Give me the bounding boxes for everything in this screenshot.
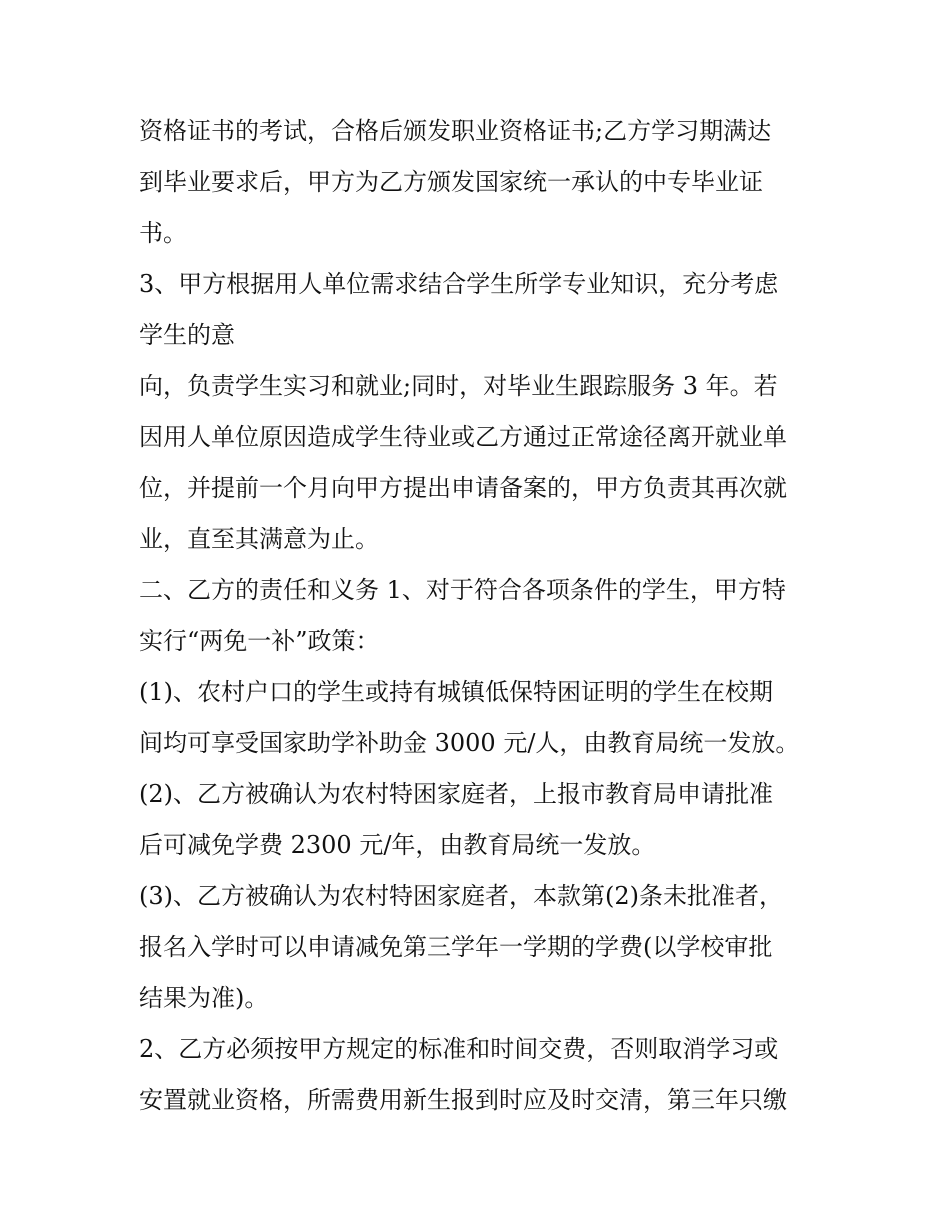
text-line-3: 书。 [139,219,187,247]
text-line-12: (1)、农村户口的学生或持有城镇低保特困证明的学生在校期 [139,678,773,706]
text-line-9: 业，直至其满意为止。 [139,525,379,553]
text-line-15: 后可减免学费 2300 元/年，由教育局统一发放。 [139,831,656,859]
text-line-18: 结果为准)。 [139,984,269,1012]
text-line-6: 向，负责学生实习和就业;同时，对毕业生跟踪服务 3 年。若 [139,372,778,400]
text-line-14: (2)、乙方被确认为农村特困家庭者，上报市教育局申请批准 [139,780,773,808]
document-body [139,106,829,1126]
text-line-19: 2、乙方必须按甲方规定的标准和时间交费，否则取消学习或 [139,1035,779,1063]
text-line-7: 因用人单位原因造成学生待业或乙方通过正常途径离开就业单 [139,423,787,451]
text-line-17: 报名入学时可以申请减免第三学年一学期的学费(以学校审批 [139,933,773,961]
text-line-4: 3、甲方根据用人单位需求结合学生所学专业知识，充分考虑 [139,270,779,298]
text-line-11: 实行“两免一补”政策： [139,627,380,655]
text-line-13: 间均可享受国家助学补助金 3000 元/人，由教育局统一发放。 [139,729,800,757]
text-line-16: (3)、乙方被确认为农村特困家庭者，本款第(2)条未批准者， [139,882,783,910]
text-line-5: 学生的意 [139,321,235,349]
text-line-8: 位，并提前一个月向甲方提出申请备案的，甲方负责其再次就 [139,474,787,502]
text-line-20: 安置就业资格，所需费用新生报到时应及时交清，第三年只缴 [139,1086,787,1114]
text-line-2: 到毕业要求后，甲方为乙方颁发国家统一承认的中专毕业证 [139,168,763,196]
text-line-10: 二、乙方的责任和义务 1、对于符合各项条件的学生，甲方特 [139,576,786,604]
text-line-1: 资格证书的考试，合格后颁发职业资格证书;乙方学习期满达 [139,117,772,145]
